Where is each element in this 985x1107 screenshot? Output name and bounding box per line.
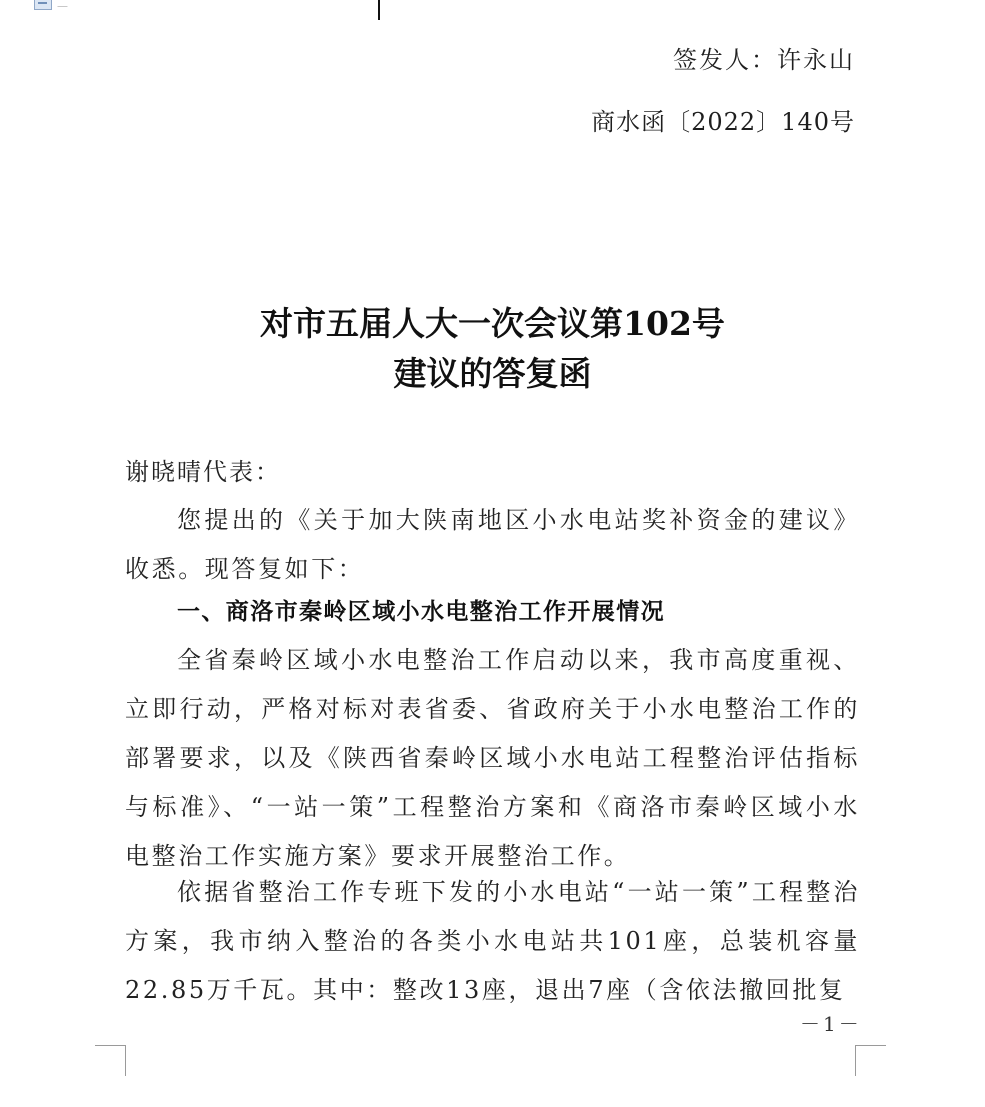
text-cursor — [378, 0, 380, 20]
page-number: －1－ — [800, 1012, 862, 1036]
document-number: 商水函〔2022〕140号 — [591, 108, 855, 136]
intro-paragraph: 您提出的《关于加大陕南地区小水电站奖补资金的建议》收悉。现答复如下： — [125, 506, 860, 583]
crop-mark-right — [855, 1045, 886, 1076]
document-icon — [34, 0, 52, 10]
signer-line: 签发人：许永山 — [673, 46, 855, 74]
crop-mark-left — [95, 1045, 126, 1076]
corner-mark — [57, 0, 73, 7]
body-paragraph: 依据省整治工作专班下发的小水电站“一站一策”工程整治方案，我市纳入整治的各类小水电站共101座，总装机容量22.85万千瓦。其中：整改13座，退出7座（含依法撤回批复 — [125, 878, 860, 1004]
section-heading: 一、商洛市秦岭区域小水电整治工作开展情况 — [177, 599, 665, 625]
document-title-line-1: 对市五届人大一次会议第102号 — [260, 304, 725, 343]
body-paragraph: 全省秦岭区域小水电整治工作启动以来，我市高度重视、立即行动，严格对标对表省委、省政府关于小水电整治工作的部署要求，以及《陕西省秦岭区域小水电站工程整治评估指标与标准》、“一站一策”工程整治方案和《商洛市秦岭区域小水电整治工作实施方案》要求开展整治工作。 — [125, 646, 860, 870]
document-title-line-2: 建议的答复函 — [393, 354, 592, 393]
salutation: 谢晓晴代表： — [125, 458, 281, 486]
